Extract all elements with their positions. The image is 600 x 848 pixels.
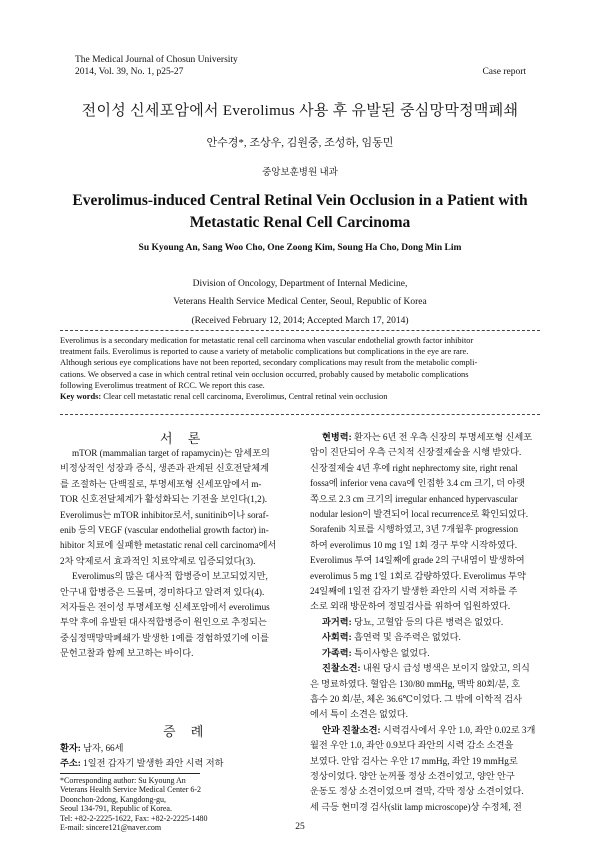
- intro-line: 2차 약제로서 효과적인 치료약제로 입증되었다(3).: [60, 555, 256, 566]
- intro-line: hibitor 치료에 실패한 metastatic renal cell carcinoma에서: [60, 540, 277, 551]
- exam-label: 진찰소견:: [322, 663, 361, 674]
- family-label: 가족력:: [322, 647, 352, 658]
- history-line: nodular lesion이 발견되어 local recurrence로 확인되었다.: [310, 509, 529, 520]
- english-title-line: Metastatic Renal Cell Carcinoma: [189, 214, 411, 231]
- intro-line: 중심정맥망막폐쇄가 발생한 1예를 경험하였기에 이를: [60, 632, 270, 643]
- footnote-rule: [60, 773, 200, 774]
- eye-exam-text: 시력검사에서 우안 1.0, 좌안 0.02로 3개: [380, 724, 536, 735]
- patient-line: [60, 741, 293, 756]
- abstract: [60, 335, 540, 402]
- history-line: 24일째에 1일전 갑자기 발생한 좌안의 시력 저하를 주: [310, 586, 518, 597]
- intro-line: enib 등의 VEGF (vascular endothelial growth factor) in-: [60, 525, 269, 536]
- abstract-line: Everolimus is a secondary medication for metastatic renal cell carcinoma when vascular endothelial growth factor inhibitor: [60, 336, 474, 345]
- page-number: 25: [295, 822, 305, 832]
- history-line: fossa에 inferior vena cava에 인접한 3.4 cm 크기, 더 아랫: [310, 478, 526, 489]
- history-line: 하여 everolimus 10 mg 1일 1회 경구 투약 시작하였다.: [310, 539, 517, 550]
- affiliation-line: Veterans Health Service Medical Center, Seoul, Republic of Korea: [173, 297, 427, 307]
- intro-line: Everolimus의 많은 대사적 합병증이 보고되었지만,: [72, 571, 268, 582]
- affiliation-line: Division of Oncology, Department of Internal Medicine,: [192, 279, 408, 289]
- history-text: 환자는 6년 전 우측 신장의 투명세포형 신세포: [351, 432, 533, 442]
- eye-exam-line: 보였다. 안압 검사는 우안 17 mmHg, 좌안 19 mmHg로: [310, 755, 518, 766]
- eye-exam-line: 세 극등 현미경 검사(slit lamp microscope)상 수정체, 전: [310, 801, 522, 812]
- past-history: [310, 615, 542, 630]
- exam-line: 은 명료하였다. 혈압은 130/80 mmHg, 맥박 80회/분, 호: [310, 678, 521, 689]
- keywords-label: Key words:: [60, 392, 102, 402]
- history-line: 쪽으로 2.3 cm 크기의 irregular enhanced hypervascular: [310, 493, 518, 504]
- english-affiliation: [0, 275, 600, 311]
- history-line: everolimus 5 mg 1일 1회로 감량하였다. Everolimus 투약: [310, 570, 526, 581]
- english-title-line: Everolimus-induced Central Retinal Vein Occlusion in a Patient with: [72, 192, 528, 209]
- family-history: [310, 646, 542, 661]
- family-text: 특이사항은 없었다.: [351, 647, 430, 658]
- history-line: 암이 진단되어 우측 근치적 신장절제술을 시행 받았다.: [310, 447, 522, 458]
- exam-text: 내원 당시 급성 병색은 보이지 않았고, 의식: [360, 663, 530, 674]
- intro-line: 저자들은 전이성 투명세포형 신세포암에서 everolimus: [60, 602, 270, 613]
- complaint-text: 1일전 갑자기 발생한 좌안 시력 저하: [80, 758, 224, 769]
- eye-exam-line: 운동도 정상 소견이었으며 결막, 각막 정상 소견이었다.: [310, 786, 524, 797]
- footnote-line: Veterans Health Service Medical Center 6-2: [60, 785, 202, 795]
- abstract-top-divider: [60, 330, 540, 331]
- abstract-line: following Everolimus treatment of RCC. We report this case.: [60, 380, 265, 390]
- keywords: [60, 391, 540, 402]
- social-history: [310, 630, 542, 645]
- intro-line: 문헌고찰과 함께 보고하는 바이다.: [60, 648, 194, 659]
- intro-line: Everolimus는 mTOR inhibitor로서, sunitinib이나 soraf-: [60, 509, 269, 520]
- english-title: [60, 190, 540, 234]
- past-label: 과거력:: [322, 616, 352, 627]
- korean-title: 전이성 신세포암에서 Everolimus 사용 후 유발된 중심망막정맥폐쇄: [81, 103, 519, 119]
- footnote-line: E-mail: sincere121@naver.com: [60, 823, 162, 833]
- intro-section: [60, 446, 293, 662]
- history-line: 소로 외래 방문하여 정밀검사를 위하여 입원하였다.: [310, 601, 511, 612]
- korean-affiliation: 중앙보훈병원 내과: [262, 168, 338, 178]
- patient-text: 남자, 66세: [80, 743, 124, 753]
- eye-exam-line: [310, 723, 542, 738]
- intro-line: 비정상적인 성장과 증식, 생존과 관계된 신호전달체계: [60, 463, 270, 474]
- intro-line: 를 조절하는 단백질로, 투명세포형 신세포암에서 m-: [60, 478, 262, 489]
- eye-exam-line: 월전 우안 1.0, 좌안 0.9보다 좌안의 시력 감소 소견을: [310, 740, 514, 751]
- social-label: 사회력:: [322, 632, 352, 643]
- social-text: 흡연력 및 음주력은 없었다.: [351, 632, 461, 643]
- past-text: 당뇨, 고혈압 등의 다른 병력은 없었다.: [351, 616, 504, 627]
- history-label: 현병력:: [322, 432, 352, 442]
- complaint-line: [60, 756, 293, 771]
- abstract-line: cations. We observed a case in which central retinal vein occlusion occurred, probably caused by metabolic complications: [60, 369, 469, 379]
- article-type: Case report: [482, 67, 526, 77]
- intro-heading: 서 론: [160, 431, 207, 446]
- history-line: 신장절제술 4년 후에 right nephrectomy site, right renal: [310, 462, 518, 473]
- history-line: [310, 430, 542, 445]
- exam-line: 에서 특이 소견은 없었다.: [310, 709, 408, 720]
- intro-line: TOR 신호전달체계가 활성화되는 기전을 보인다(1,2).: [60, 494, 268, 505]
- english-authors: Su Kyoung An, Sang Woo Cho, One Zoong Kim, Soung Ha Cho, Dong Min Lim: [138, 243, 462, 253]
- footnote-line: Seoul 134-791, Republic of Korea.: [60, 804, 172, 814]
- case-heading: 증 례: [163, 724, 210, 739]
- footnote-line: Doonchon-2dong, Kangdong-gu,: [60, 794, 166, 804]
- intro-line: mTOR (mammalian target of rapamycin)는 암세포의: [72, 448, 270, 458]
- complaint-label: 주소:: [60, 758, 81, 769]
- history-line: Sorafenib 치료를 시행하였고, 3년 7개월후 progression: [310, 524, 519, 535]
- abstract-line: Although serious eye complications have not been reported, secondary complications may result from the metabolic compli-: [60, 358, 478, 368]
- case-section: [60, 741, 293, 772]
- keywords-text: Clear cell metastatic renal cell carcinoma, Everolimus, Central retinal vein occlusion: [101, 392, 388, 402]
- received-dates: (Received February 12, 2014; Accepted March 17, 2014): [191, 316, 409, 326]
- history-line: Everolimus 투여 14일째에 grade 2의 구내염이 발생하여: [310, 555, 525, 566]
- eye-exam-line: 정상이었다. 양안 눈꺼풀 정상 소견이었고, 양안 안구: [310, 770, 515, 781]
- eye-exam-label: 안과 진찰소견:: [322, 724, 381, 735]
- journal-volume: 2014, Vol. 39, No. 1, p25-27: [75, 67, 184, 77]
- korean-authors: 안수경*, 조상우, 김원중, 조성하, 임동민: [206, 137, 394, 149]
- exam-line: 흡수 20 회/분, 체온 36.6℃이었다. 그 밖에 이학적 검사: [310, 693, 522, 704]
- journal-citation: [75, 54, 238, 78]
- intro-line: 투약 후에 유발된 대사적합병증이 원인으로 추정되는: [60, 617, 267, 628]
- journal-name: The Medical Journal of Chosun University: [75, 55, 238, 65]
- exam-line: [310, 661, 542, 676]
- case-details-column: [310, 430, 542, 815]
- intro-line: 안구내 합병증은 드물며, 경미하다고 알려져 있다(4).: [60, 586, 265, 597]
- footnote-line: Tel: +82-2-2225-1622, Fax: +82-2-2225-1480: [60, 813, 208, 823]
- patient-label: 환자:: [60, 743, 81, 753]
- abstract-bottom-divider: [60, 414, 540, 415]
- abstract-line: treatment fails. Everolimus is reported to cause a variety of metabolic complications but complications in the eye are rare.: [60, 347, 469, 357]
- footnote-line: *Corresponding author: Su Kyoung An: [60, 776, 186, 785]
